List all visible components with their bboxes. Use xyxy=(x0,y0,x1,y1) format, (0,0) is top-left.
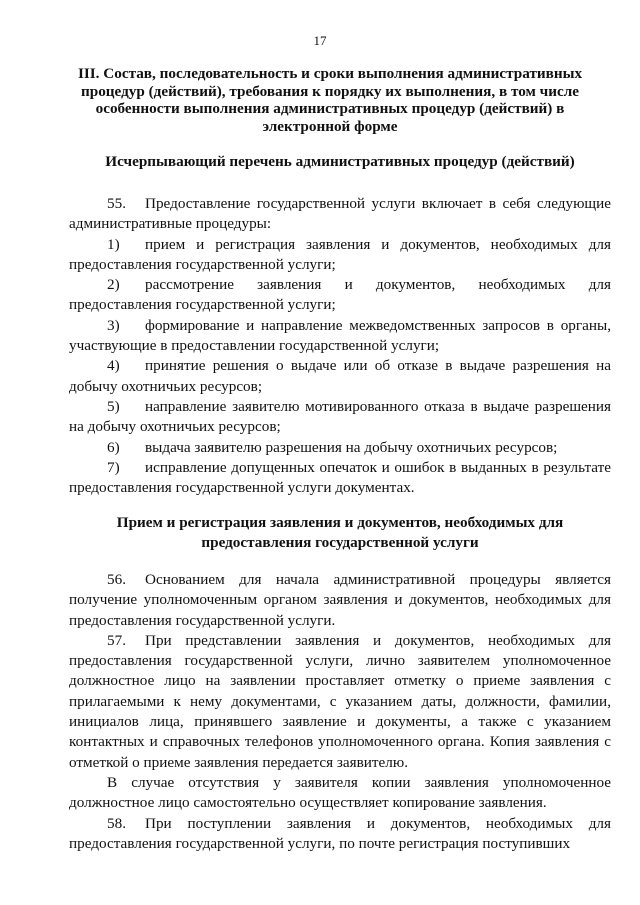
procedures-list-block xyxy=(69,194,611,498)
step-block xyxy=(69,570,611,854)
list-item xyxy=(69,235,611,276)
list-item xyxy=(69,275,611,316)
step-heading: Прием и регистрация заявления и документов, необходимых для предоставления государственной услуги xyxy=(116,514,564,551)
list-item-number: 2) xyxy=(107,276,120,294)
list-item-text: прием и регистрация заявления и документов, необходимых для предоставления государственной услуги; xyxy=(69,235,611,273)
list-item-text: принятие решения о выдаче или об отказе в выдаче разрешения на добычу охотничьих ресурсов; xyxy=(69,357,611,395)
section-heading: III. Состав, последовательность и сроки выполнения административных процедур (действий), требования к порядку их выполнения, в том числе особенности выполнения административных процедур (действий) в электронной форме xyxy=(77,65,583,135)
paragraph-number: 57. xyxy=(107,631,126,649)
paragraph-57-continued: В случае отсутствия у заявителя копии заявления уполномоченное должностное лицо самостоятельно осуществляет копирование заявления. xyxy=(69,773,611,812)
list-item xyxy=(69,356,611,397)
paragraph-text: При представлении заявления и документов, необходимых для предоставления государственной услуги, лично заявителем уполномоченное должностное лицо на заявлении проставляет отметку о приеме заявления с прилагаемыми к нему документами, с указанием даты, должности, фамилии, инициалов лица, принявшего заявление и документы, а также с указанием контактных и справочных телефонов уполномоченного органа. Копия заявления с отметкой о приеме заявления передается заявителю. xyxy=(69,631,611,771)
list-item-number: 3) xyxy=(107,316,120,334)
list-item xyxy=(69,397,611,438)
list-item-text: рассмотрение заявления и документов, необходимых для предоставления государственной услуги; xyxy=(69,276,611,314)
paragraph-57 xyxy=(69,631,611,773)
list-item xyxy=(69,438,611,458)
list-item-number: 6) xyxy=(107,438,120,456)
paragraph-text: Основанием для начала административной процедуры является получение уполномоченным органом заявления и документов, необходимых для предоставления государственной услуги. xyxy=(69,571,611,629)
list-item xyxy=(69,458,611,499)
paragraph-56 xyxy=(69,570,611,631)
paragraph-number: 55. xyxy=(107,195,126,212)
procedures-list-heading: Исчерпывающий перечень административных процедур (действий) xyxy=(105,153,575,170)
list-item-number: 7) xyxy=(107,458,120,476)
list-item-text: формирование и направление межведомственных запросов в органы, участвующие в предоставлении государственной услуги; xyxy=(69,316,611,355)
paragraph-58 xyxy=(69,814,611,855)
list-item-number: 1) xyxy=(107,235,120,253)
list-item-text: исправление допущенных опечаток и ошибок в выданных в результате предоставления государственной услуги документах. xyxy=(69,458,611,497)
paragraph-number: 58. xyxy=(107,814,126,832)
paragraph-55 xyxy=(69,194,611,235)
paragraph-text: Предоставление государственной услуги включает в себя следующие административные процедуры: xyxy=(69,195,611,233)
page-number: 17 xyxy=(313,33,327,48)
list-item-text: выдача заявителю разрешения на добычу охотничьих ресурсов; xyxy=(145,438,558,456)
list-item xyxy=(69,316,611,357)
paragraph-number: 56. xyxy=(107,571,126,588)
list-item-number: 4) xyxy=(107,357,120,375)
paragraph-text: При поступлении заявления и документов, необходимых для предоставления государственной услуги, по почте регистрация поступивших xyxy=(69,814,611,852)
list-item-text: направление заявителю мотивированного отказа в выдаче разрешения на добычу охотничьих ресурсов; xyxy=(69,397,611,436)
list-item-number: 5) xyxy=(107,397,120,415)
